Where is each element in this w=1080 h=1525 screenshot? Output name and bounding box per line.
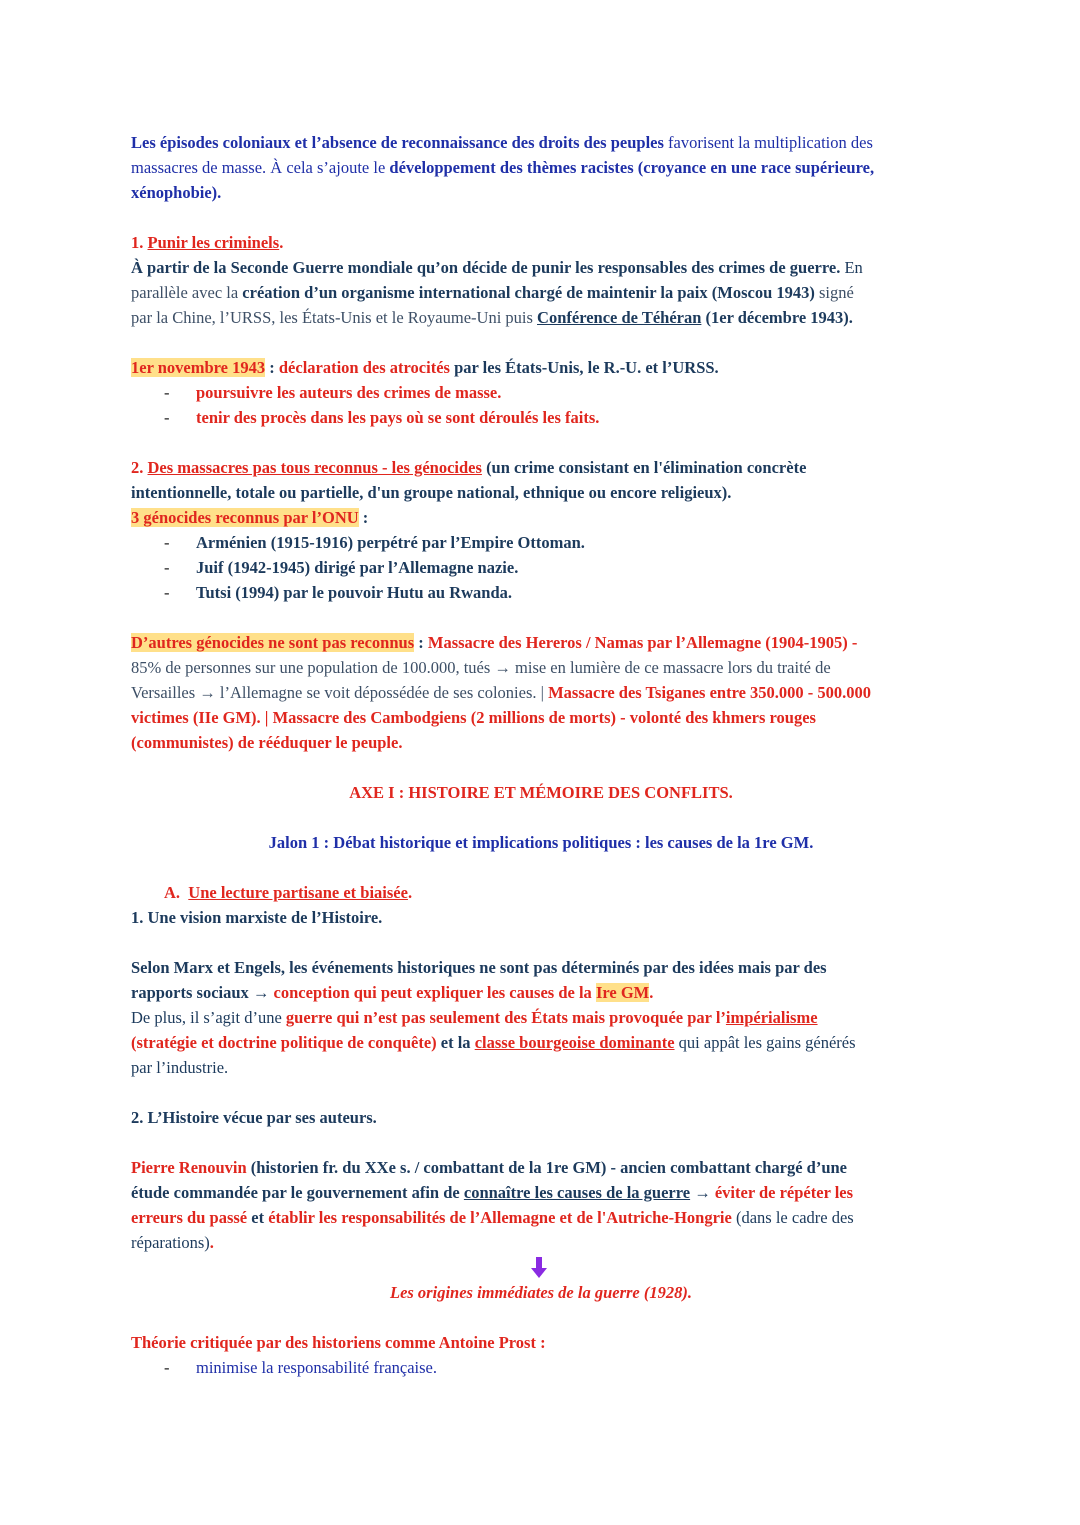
book-title: Les origines immédiates de la guerre (1928).	[389, 1283, 692, 1302]
list-item: - poursuivre les auteurs des crimes de masse.	[131, 380, 951, 405]
paragraph-text: (dans le cadre des	[731, 1208, 854, 1227]
paragraph-text: Massacre des Tsiganes entre 350.000 - 500.000	[548, 683, 872, 702]
section-number: 1.	[131, 233, 148, 252]
paragraph-text: De plus, il s’agit d’une	[131, 1008, 286, 1027]
paragraph-text: éviter de répéter les	[714, 1183, 854, 1202]
paragraph-text: (historien fr. du XXe s. / combattant de la 1re GM) - ancien combattant chargé d’une	[246, 1158, 848, 1177]
paragraph-text: rapports sociaux →	[131, 983, 274, 1002]
intro-text: développement des thèmes racistes (croyance en une race supérieure,	[389, 158, 875, 177]
intro-text: favorisent la multiplication des	[663, 133, 873, 152]
section-title: Des massacres pas tous reconnus - les génocides	[147, 458, 482, 477]
marx-paragraph	[131, 955, 951, 1080]
paragraph-text: Versailles → l’Allemagne se voit dépossédée de ses colonies. |	[131, 683, 549, 702]
paragraph-text: intentionnelle, totale ou partielle, d'un groupe national, ethnique ou encore religieux).	[131, 483, 732, 502]
paragraph-text: (un crime consistant en l'élimination concrète	[481, 458, 807, 477]
declaration-block	[131, 355, 951, 430]
intro-text: Les épisodes coloniaux et l’absence de reconnaissance des droits des peuples	[131, 133, 664, 152]
section-punir	[131, 230, 951, 330]
paragraph-text: (stratégie et doctrine politique de conquête)	[131, 1033, 437, 1052]
paragraph-text: .	[649, 983, 654, 1002]
renouvin-paragraph	[131, 1155, 951, 1255]
list-item: - Juif (1942-1945) dirigé par l’Allemagne nazie.	[131, 555, 951, 580]
purple-down-arrow-icon	[529, 1257, 549, 1279]
underlined-term: classe bourgeoise dominante	[474, 1033, 675, 1052]
highlighted-date: 1er novembre 1943	[131, 358, 266, 377]
paragraph-text: signé	[814, 283, 854, 302]
paragraph-text: (1er décembre 1943).	[701, 308, 853, 327]
section-dot: .	[407, 883, 413, 902]
highlighted-text: Ire GM	[595, 983, 650, 1002]
section-letter: A.	[164, 883, 181, 902]
paragraph-text: par les États-Unis, le R.-U. et l’URSS.	[449, 358, 719, 377]
intro-text: xénophobie).	[131, 183, 222, 202]
paragraph-text: :	[414, 633, 428, 652]
paragraph-text: →	[690, 1183, 715, 1202]
section-genocides	[131, 455, 951, 605]
section-title: Une lecture partisane et biaisée	[188, 883, 408, 902]
paragraph-text: déclaration des atrocités	[278, 358, 450, 377]
paragraph-text: réparations)	[131, 1233, 210, 1252]
paragraph-text: Théorie critiquée par des historiens comme Antoine Prost :	[131, 1333, 546, 1352]
paragraph-text: par la Chine, l’URSS, les États-Unis et le Royaume-Uni puis	[131, 308, 538, 327]
section-title: Punir les criminels	[147, 233, 280, 252]
other-genocides	[131, 630, 951, 755]
paragraph-text: qui appât les gains générés	[674, 1033, 856, 1052]
list-item: - tenir des procès dans les pays où se sont déroulés les faits.	[131, 405, 951, 430]
list-item: - minimise la responsabilité française.	[131, 1355, 951, 1380]
paragraph-text: (communistes) de rééduquer le peuple.	[131, 733, 403, 752]
paragraph-text: par l’industrie.	[131, 1058, 229, 1077]
paragraph-text: À partir de la Seconde Guerre mondiale qu’on décide de punir les responsables des crimes de guerre.	[131, 258, 841, 277]
section-dot: .	[279, 233, 284, 252]
intro-text: massacres de masse. À cela s’ajoute le	[131, 158, 390, 177]
highlighted-text: 3 génocides reconnus par l’ONU	[131, 508, 359, 527]
paragraph-text: Selon Marx et Engels, les événements historiques ne sont pas déterminés par des idées mais par des	[131, 958, 827, 977]
link-teheran: Conférence de Téhéran	[537, 308, 702, 327]
paragraph-text: victimes (IIe GM). |	[131, 708, 273, 727]
jalon-title: Jalon 1 : Débat historique et implications politiques : les causes de la 1re GM.	[268, 833, 814, 852]
person-name: Pierre Renouvin	[131, 1158, 247, 1177]
section-a	[131, 880, 951, 930]
paragraph-text: Massacre des Cambodgiens (2 millions de morts) - volonté des khmers rouges	[272, 708, 816, 727]
paragraph-text: étude commandée par le gouvernement afin de	[131, 1183, 464, 1202]
subsection-title: 2. L’Histoire vécue par ses auteurs.	[131, 1108, 377, 1127]
paragraph-text: conception qui peut expliquer les causes de la	[273, 983, 596, 1002]
axe-title: AXE I : HISTOIRE ET MÉMOIRE DES CONFLITS.	[349, 783, 733, 802]
paragraph-text: établir les responsabilités de l’Allemagne et de l'Autriche-Hongrie	[268, 1208, 732, 1227]
intro-paragraph	[131, 130, 951, 205]
paragraph-text: :	[358, 508, 369, 527]
paragraph-text: guerre qui n’est pas seulement des États mais provoquée par l’	[285, 1008, 726, 1027]
prost-block	[131, 1330, 951, 1380]
underlined-term: connaître les causes de la guerre	[463, 1183, 691, 1202]
paragraph-text: et	[247, 1208, 269, 1227]
paragraph-text: erreurs du passé	[131, 1208, 248, 1227]
paragraph-text: .	[209, 1233, 214, 1252]
paragraph-text: parallèle avec la	[131, 283, 243, 302]
list-item: - Arménien (1915-1916) perpétré par l’Empire Ottoman.	[131, 530, 951, 555]
section-number: 2.	[131, 458, 148, 477]
paragraph-text: création d’un organisme international chargé de maintenir la paix (Moscou 1943)	[242, 283, 815, 302]
paragraph-text: :	[265, 358, 279, 377]
paragraph-text: En	[840, 258, 863, 277]
paragraph-text: et la	[436, 1033, 475, 1052]
paragraph-text: 85% de personnes sur une population de 100.000, tués → mise en lumière de ce massacre lors du traité de	[131, 658, 831, 677]
subsection-title: 1. Une vision marxiste de l’Histoire.	[131, 908, 383, 927]
highlighted-text: D’autres génocides ne sont pas reconnus	[131, 633, 415, 652]
paragraph-text: Massacre des Hereros / Namas par l’Allemagne (1904-1905) -	[427, 633, 858, 652]
list-item: - Tutsi (1994) par le pouvoir Hutu au Rwanda.	[131, 580, 951, 605]
underlined-term: impérialisme	[725, 1008, 818, 1027]
